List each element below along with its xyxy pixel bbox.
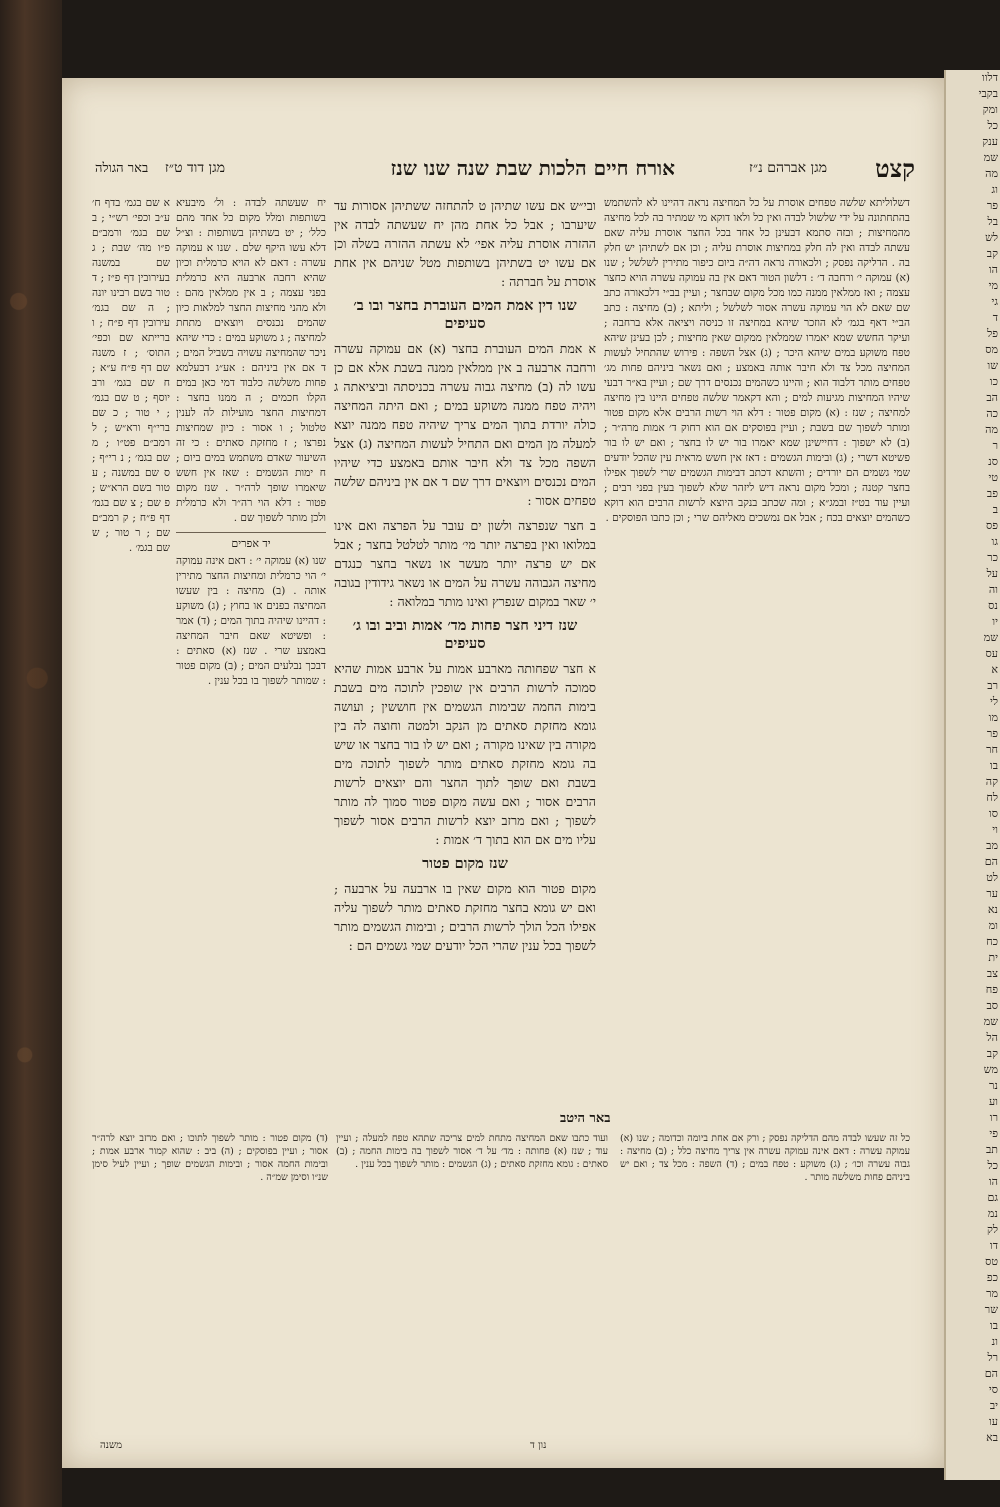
facing-page-line: וי: [992, 823, 998, 836]
facing-page-line: וע: [988, 1095, 998, 1108]
facing-page-line: טי: [988, 471, 998, 484]
section-title-356: שנו דין אמת המים העוברת בחצר ובו ב׳ סעיפים: [353, 297, 577, 332]
facing-page-line: ד: [992, 311, 998, 324]
header-magen-david: מגן דוד ט״ז: [164, 160, 225, 176]
facing-page-line: סב: [986, 999, 998, 1012]
facing-page-line: קב: [986, 247, 998, 260]
facing-page-line: כר: [987, 551, 998, 564]
facing-page-line: כל: [987, 1159, 998, 1172]
facing-page-line: ב: [992, 503, 998, 516]
facing-page-line: לי: [989, 695, 998, 708]
facing-page-line: א: [991, 663, 998, 676]
facing-page-line: שמ: [983, 1015, 998, 1028]
facing-page-line: מב: [986, 839, 998, 852]
magen-avraham-text: יח שעשתה לבדה : ול׳ מיבעיא בשותפות ומלל מקום כל אחד מהם כלל׳ ; יט בשתיהן בשותפות : וצ״ל דלא עשו היקף שלם . שנו א עמוקה עשרה : דאם לא הויא כרמלית וכיון שהיא רחבה ארבעה היא כרמלית בפני עצמה ; ב אין ממלאין מהם : ולא מהני מחיצות החצר למלאות כיון שהמים נכנסים ויוצאים מתחת למחיצה ; ג משוקע במים : כדי שיהא ניכר שהמחיצה עשויה בשביל המים ; ד אם אין ביניהם : אע״ג דבעלמא פחות משלשה כלבוד דמי כאן במים הקלו חכמים ; ה ממנו בחצר : דמחיצות החצר מועילות לה לענין טלטול ; ו אסור : כיון שמחיצות נפרצו ; ז מחזקת סאתים : כי זה השיעור שאדם משתמש במים ביום ; ח ימות הגשמים : שאז אין חשש שיאמרו שופך לרה״ר . שנז מקום פטור : דלא הוי רה״ר ולא כרמלית ולכן מותר לשפוך שם .: [176, 197, 326, 524]
facing-page-line: פר: [986, 727, 998, 740]
facing-page-line: פר: [986, 199, 998, 212]
facing-page-line: מה: [985, 423, 998, 436]
facing-page-line: גם: [987, 1191, 998, 1204]
facing-page-line: קה: [985, 775, 998, 788]
footer-catchword: משנה: [100, 1440, 123, 1451]
book-binding: [0, 0, 62, 1507]
facing-page-line: תב: [985, 1143, 998, 1156]
facing-page-line: רו: [989, 1111, 998, 1124]
facing-page-line: ער: [986, 887, 998, 900]
facing-page-line: טס: [985, 1255, 998, 1268]
facing-page-line: עס: [985, 647, 998, 660]
main-intro: ובי״ש אם עשו שתיהן ט להתחזה ששתיהן אסורות עד שיערבו ; אבל כל אחת מהן יח שעשתה לבדה אין ההזרה אוסרת עליה אפי׳ לא עשתה ההזרה בשלה וכן אם עשו יט בשתיהן בשותפות מטל שניהם אין אחת אוסרת על חברתה :: [334, 198, 596, 289]
facing-page-line: דלוו: [981, 71, 998, 84]
beer-heitev-right-text: כל זה שעשו לבדה מהם הדליקה נפסק ; ורק אם אחת ביומה וכדומה ; שנו (א) עמוקה עשרה : דאם אינה עמוקה עשרה אין צריך מחיצה כלל ; (ב) מחיצה : גבוה עשרה וכו׳ ; (ג) משוקע : טפח במים ; (ד) השפה : מכל צד ; ואם יש ביניהם פחות משלשה מותר .: [620, 1133, 910, 1183]
facing-page-line: פב: [986, 487, 998, 500]
section-357-a: א חצר שפחותה מארבע אמות על ארבע אמות שהיא סמוכה לרשות הרבים אין שופכין לתוכה מים בשבת בימות החמה שבימות הגשמים אין חוששין ; ועושה גומא מחזקת סאתים מן הנקב ולמטה וחוצה לה בין מקורה בין שאינו מקורה ; ואם יש לו בור בחצר או שיש בה גומא מחזקת סאתים מותר לשפוך לתוכה מים בשבת ואם שופך לתוך החצר והם יוצאים לרשות הרבים אסור ; ואם עשה מקום פטור סמוך לה מותר לשפוך ; ואם מרזב יוצא לרשות הרבים אסור לשפוך עליו מים אם הוא בתוך ד׳ אמות :: [334, 661, 596, 847]
facing-page-line: בקבי: [978, 87, 998, 100]
facing-page-line: לש: [985, 231, 998, 244]
facing-page-line: נס: [988, 599, 998, 612]
section-356-b: ב חצר שנפרצה ולשון ים עובר על הפרצה ואם אינו במלואו ואין בפרצה יותר מי׳ מותר לטלטל בחצר ; אבל אם יש פרצה יותר מעשר או נשאר בחצר כנגדם מחיצה הגבוהה עשרה על המים או נשאר גידודין בגובה י׳ שאר במקום שנפרץ ואינו מותר במלואה :: [334, 518, 596, 609]
beer-hagolah-column: [92, 196, 170, 836]
facing-page-line: צב: [986, 967, 998, 980]
facing-page-line: פי: [989, 1127, 998, 1140]
header-magen-avraham: מגן אברהם נ״ז: [749, 160, 827, 176]
facing-page-line: לט: [986, 871, 998, 884]
facing-page-line: הם: [984, 1367, 998, 1380]
facing-page-line: הב: [986, 391, 998, 404]
facing-page-line: כח: [986, 935, 998, 948]
magen-avraham-column: [176, 196, 326, 1056]
facing-page-line: הו: [988, 1175, 998, 1188]
facing-page-line: נר: [989, 1079, 998, 1092]
facing-page-line: מה: [985, 167, 998, 180]
facing-page-line: מס: [985, 343, 998, 356]
facing-page-line: בו: [989, 1319, 998, 1332]
facing-page-line: סי: [988, 1383, 998, 1396]
facing-page-line: חר: [986, 743, 998, 756]
facing-page-line: על: [986, 567, 998, 580]
facing-page-line: מר: [986, 1287, 998, 1300]
beer-heitev-title: באר היטב: [560, 1111, 611, 1126]
facing-page-line: שר: [984, 1303, 998, 1316]
section-title-357: שנז דיני חצר פחות מד׳ אמות וביב ובו ג׳ סעיפים: [352, 617, 578, 652]
facing-page-line: ענק: [982, 135, 998, 148]
facing-page-line: כפ: [986, 1271, 998, 1284]
beer-heitev-left: [92, 1132, 328, 1432]
page-header: [95, 154, 915, 188]
facing-page-edge: [944, 70, 1000, 1480]
facing-page-line: רב: [987, 679, 998, 692]
facing-page-line: פס: [985, 519, 998, 532]
facing-page-line: עו: [988, 1415, 998, 1428]
facing-page-line: מי: [988, 279, 998, 292]
facing-page-line: גו: [991, 535, 998, 548]
shulchan-aruch-column: [334, 196, 596, 1076]
facing-page-line: בו: [989, 759, 998, 772]
beer-heitev-left-text: (ד) מקום פטור : מותר לשפוך לתוכו ; ואם מרזב יוצא לרה״ר אסור ; ועיין בפוסקים ; (ה) ביב : שהוא קמור ארבע אמות ; ובימות החמה אסור ; ובימות הגשמים שופך ; ועיין לעיל סימן שנ״ו וסימן שמ״ה .: [92, 1133, 328, 1183]
facing-page-line: כו: [989, 375, 998, 388]
facing-page-line: מש: [983, 1063, 998, 1076]
facing-page-line: וה: [988, 583, 998, 596]
facing-page-line: הל: [986, 1031, 998, 1044]
facing-page-line: ונ: [991, 1335, 998, 1348]
facing-page-line: דו: [989, 1239, 998, 1252]
column-divider: [176, 532, 326, 533]
facing-page-line: כל: [987, 119, 998, 132]
facing-page-line: בל: [987, 215, 998, 228]
facing-page-line: רל: [987, 1351, 998, 1364]
yad-efraim-text: שנו (א) עמוקה י׳ : דאם אינה עמוקה י׳ הוי כרמלית ומחיצות החצר מתירין אותה . (ב) מחיצה : בין שעשו המחיצה בפנים או בחוץ ; (ג) משוקע : דהיינו שיהיה בתוך המים ; (ד) אמר : ופשיטא שאם חיבר המחיצה באמצע שרי . שנז (א) סאתים : דבכך נבלעים המים ; (ב) מקום פטור : שמותר לשפוך בו בכל ענין .: [176, 555, 326, 687]
facing-page-line: לח: [986, 791, 998, 804]
header-beer-hagolah: באר הגולה: [95, 161, 149, 176]
facing-page-line: הם: [984, 855, 998, 868]
facing-page-line: ר: [992, 439, 998, 452]
facing-page-line: קב: [986, 1047, 998, 1060]
facing-page-line: שו: [987, 359, 998, 372]
facing-page-line: פל: [987, 327, 998, 340]
beer-heitev-right: [620, 1132, 910, 1432]
facing-page-line: ומק: [982, 103, 998, 116]
facing-page-line: סנ: [988, 455, 998, 468]
page-number: קצט: [875, 154, 915, 183]
facing-page-line: סו: [988, 807, 998, 820]
beer-hagolah-text: א שם בגמ׳ בדף ח׳ ע״ב וכפי׳ רש״י ; ב שם בגמ׳ ורמב״ם פ״ו מה׳ שבת ; ג שם במשנה בעירובין דף פ״ז ; ד טור בשם רבינו יונה ; ה שם בגמ׳ עירובין דף פ״ח ; ו ברייתא שם וכפי׳ התוס׳ ; ז משנה שם דף פ״ח ע״א ; ח שם בגמ׳ ורב יוסף ; ט שם בגמ׳ ; י טור ; כ שם ברי״ף ורא״ש ; ל רמב״ם פט״ו ; מ שם בגמ׳ ; נ רי״ף ; ס שם במשנה ; ע טור בשם הרא״ש ; פ שם ; צ שם בגמ׳ דף פ״ח ; ק רמב״ם שם ; ר טור ; ש שם בגמ׳ .: [92, 197, 170, 554]
header-main-title: אורח חיים הלכות שבת שנה שנו שנז: [390, 156, 675, 180]
facing-page-line: מו: [988, 711, 998, 724]
facing-page-line: שמ: [983, 631, 998, 644]
magen-david-column: [604, 196, 910, 1076]
section-356-a: א אמת המים העוברת בחצר (א) אם עמוקה עשרה ורחבה ארבעה ב אין ממלאין ממנה בשבת אלא אם כן עשו לה (ב) מחיצה גבוה עשרה בכניסתה וביציאתה ג ויהיה טפח ממנה משוקע במים ; ואם היתה המחיצה כולה יורדת בתוך המים צריך שיהיה טפח ממנה יוצא למעלה מן המים ואם התחיל לעשות המחיצה (ג) אצל השפה מכל צד ולא חיבר אותם באמצע כדי שיהיו המים נכנסים ויוצאים דרך שם ד אם אין ביניהם שלשה טפחים אסור :: [334, 341, 596, 508]
section-357-place: מקום פטור הוא מקום שאין בו ארבעה על ארבעה ; ואם יש גומא בחצר מחזקת סאתים מותר לשפוך עליה אפילו הכל הולך לרשות הרבים ; ובימות הגשמים מותר לשפוך בכל ענין שהרי הכל יודעים שמי גשמים הם :: [334, 881, 596, 953]
section-title-place: שנז מקום פטור: [422, 855, 508, 872]
facing-page-line: הו: [988, 263, 998, 276]
footer-signature: נון ד: [530, 1440, 547, 1451]
facing-page-line: וג: [991, 183, 998, 196]
facing-page-line: בא: [986, 1431, 998, 1444]
facing-page-line: לק: [986, 1223, 998, 1236]
facing-page-line: שמ: [983, 151, 998, 164]
facing-page-line: יב: [989, 1399, 998, 1412]
beer-heitev-middle-text: ועוד כתבו שאם המחיצה מתחת למים צריכה שתהא טפח למעלה ; ועיין עוד ; שנז (א) פחותה : מד׳ על ד׳ אסור לשפוך בה בימות החמה ; (ב) סאתים : גומא מחזקת סאתים ; (ג) הגשמים : מותר לשפוך בכל ענין .: [336, 1133, 608, 1170]
facing-page-line: נמ: [987, 1207, 998, 1220]
beer-heitev-middle: [336, 1132, 608, 1432]
facing-page-line: יו: [992, 615, 998, 628]
facing-page-line: כה: [986, 407, 998, 420]
facing-page-line: נא: [987, 903, 998, 916]
facing-page-line: גי: [991, 295, 998, 308]
facing-page-line: ומ: [988, 919, 998, 932]
facing-page-line: פח: [985, 983, 998, 996]
facing-page-line: ית: [988, 951, 998, 964]
magen-david-text: דשלוליתא שלשה טפחים אוסרת על כל המחיצה נראה דהיינו לא להשתמש בהתחתונה על ידי שלשול לבדה ואין כל ולאו דוקא מי שמתיר בה לכל מחיצה מהמחיצות ; ובזה סתמא דבעינן כל אחד בכל החצר אוסרת עליה שאם עשתה לבדה ואין לה חלק במחיצות אוסרת עליה ; וכן אם לשתיהן יש חלק בה . הדליקה נפסק ; ולכאורה נראה דה״ה ביום כיפור מתירין לשלשל ; שנו (א) עמוקה י׳ ורחבה ד׳ : דלשון הטור דאם אין בה עמוקה עשרה הויא כחצר עצמה ; ואז ממלאין ממנה כמו מכל מקום שבחצר ; ועיין בב״י דלכאורה כתב שם שאם לא הוי עמוקה עשרה אסור לשלשל ; וליתא ; (ב) מחיצה : כתב הב״י דאף בגמ׳ לא הוזכר שיהא במחיצה זו כניסה ויציאה אלא ברחבה ; ועיקר החשש שמא יאמרו שממלאין ממקום שאין מחיצות ; לכן בעינן שיהא טפח משוקע במים שיהא היכר ; (ג) אצל השפה : פירוש שהתחיל לעשות המחיצה מכל צד ולא חיבר אותה באמצע ; ואם נשאר ביניהם פחות מג׳ טפחים מותר דלבוד הוא ; והיינו כשהמים נכנסים דרך שם ; ועיין בא״ר דבעי שיהיו המחיצות מגיעות למים ; והא דקאמר שלשה טפחים היינו בין מחיצה למחיצה ; שנז : (א) מקום פטור : דלא הוי רשות הרבים אלא מקום פטור ומותר לשפוך שם בשבת ; ועיין בפוסקים אם הוא רחוק ד׳ אמות מרה״ר ; (ב) לא ישפוך : דחיישינן שמא יאמרו בור יש לו בחצר ; ואם יש לו בור פשיטא דשרי ; (ג) ובימות הגשמים : דאז אין חשש מראית עין שהכל יודעים שמי גשמים הם יורדים ; והשתא דכתב דבימות הגשמים שרי לשפוך אפילו בחצר קטנה ; ומכל מקום נראה דיש ליזהר שלא לשפוך בעין בפני רבים ; ועיין עוד בט״ז ובמג״א ; ומה שכתב בנקב היוצא לרשות הרבים הוא דוקא כשהמים יוצאים בכח ; אבל אם נמשכים מאליהם שרי ; וכן כתבו הפוסקים .: [604, 197, 910, 524]
yad-efraim-label: יד אפרים: [231, 537, 271, 550]
